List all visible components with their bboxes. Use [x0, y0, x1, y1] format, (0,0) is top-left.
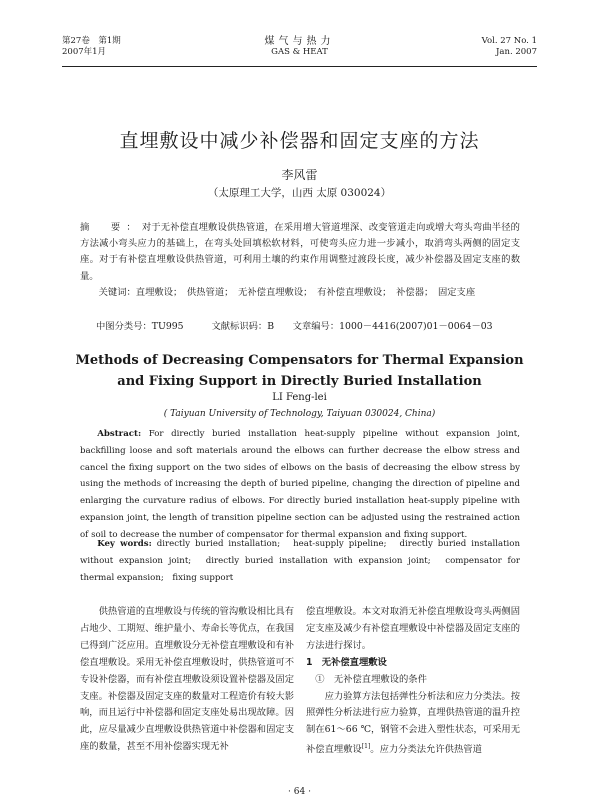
abstract-en-label: Abstract: [97, 429, 142, 439]
keywords-cn-label: 关键词： [98, 287, 136, 298]
keywords-en-text: directly buried installation; heat-supply pipeline; directly buried installation without expansion joint; directly buried installation with expansion joint; compensator for thermal expansion; fixing support [80, 539, 520, 583]
body-paragraph: 偿直埋敷设。本文对取消无补偿直埋敷设弯头两侧固定支座及减少有补偿直埋敷设中补偿器及固定支座的方法进行探讨。 [306, 606, 520, 651]
keywords-cn-text: 直埋敷设； 供热管道； 无补偿直埋敷设； 有补偿直埋敷设； 补偿器； 固定支座 [135, 287, 476, 298]
abstract-en-text: For directly buried installation heat-supply pipeline without expansion joint, backfilling loose and soft materials around the elbows can further decrease the elbow stress and cancel the fixing support on the two sides of elbows on the basis of decreasing the elbow stress by using the methods of increasing the depth of buried pipeline, changing the direction of pipeline and enlarging the curvature radius of elbows. For directly buried installation heat-supply pipeline with expansion joint, the length of transition pipeline section can be adjusted using the restrained action of soil to decrease the number of compensator for thermal expansion and fixing support. [80, 429, 520, 540]
page-number: · 64 · [288, 787, 311, 797]
title-en-line1: Methods of Decreasing Compensators for Thermal Expansion [75, 353, 524, 368]
abstract-cn-text: 对于无补偿直埋敷设供热管道，在采用增大管道埋深、改变管道走向或增大弯头弯曲半径的方法减小弯头应力的基础上，在弯头处回填松软材料，可使弯头应力进一步减小，取消弯头两侧的固定支座。对于有补偿直埋敷设供热管道，可利用土壤的约束作用调整过渡段长度，减少补偿器及固定支座的数量。 [80, 222, 520, 282]
reference-mark: [1] [361, 743, 371, 751]
header-date-en: Jan. 2007 [496, 47, 537, 57]
journal-name-en: GAS & HEAT [271, 47, 328, 57]
header-date: 2007年1月 [62, 47, 107, 57]
body-text-tail: 。应力分类法允许供热管道 [370, 744, 482, 756]
affiliation-en: ( Taiyuan University of Technology, Taiyuan 030024, China) [163, 409, 436, 419]
header-volume-en: Vol. 27 No. 1 [481, 36, 537, 46]
body-text: 应力验算方法包括弹性分析法和应力分类法。按照弹性分析法进行应力验算，直埋供热管道的温升控制在61～66 ℃，钢管不会进入塑性状态，可采用无补偿直埋敷设 [306, 690, 520, 756]
keywords-cn [80, 285, 520, 301]
author-en: LI Feng-lei [272, 392, 327, 403]
header-volume: 第27卷 第1期 [62, 36, 121, 46]
subsection-heading: ① 无补偿直埋敷设的条件 [315, 673, 427, 685]
keywords-en [80, 536, 520, 586]
abstract-cn-label: 摘 要： [80, 222, 142, 233]
body-column-left [80, 604, 294, 756]
abstract-en [80, 426, 520, 544]
title-en [0, 350, 599, 392]
header-rule [62, 66, 537, 67]
header-volume-info-en [482, 36, 537, 58]
journal-name-cn: 煤气与热力 [264, 36, 335, 47]
body-column-right [306, 604, 520, 759]
body-paragraph: 供热管道的直埋敷设与传统的管沟敷设相比具有占地少、工期短、维护量小、寿命长等优点，在我国已得到广泛应用。直埋敷设分无补偿直埋敷设和有补偿直埋敷设。采用无补偿直埋敷设时，供热管道可不专设补偿器，而有补偿直埋敷设须设置补偿器及固定支座。补偿器及固定支座的数量对工程造价有较大影响，而且运行中补偿器和固定支座处易出现故障。因此，应尽量减少直埋敷设供热管道中补偿器和固定支座的数量，甚至不用补偿器实现无补 [80, 606, 294, 753]
keywords-en-label: Key words: [97, 539, 152, 549]
section-heading: 1 无补偿直埋敷设 [306, 656, 387, 668]
affiliation-cn: （太原理工大学，山西 太原 030024） [207, 187, 392, 199]
author-cn: 李风雷 [281, 168, 318, 182]
classification-line: 中图分类号：TU995 文献标识码：B 文章编号：1000－4416(2007)01－0064－03 [96, 321, 493, 332]
abstract-cn [80, 220, 520, 285]
body-paragraph [306, 689, 520, 760]
title-cn: 直埋敷设中减少补偿器和固定支座的方法 [119, 130, 480, 152]
title-en-line2: and Fixing Support in Directly Buried Installation [117, 374, 482, 389]
